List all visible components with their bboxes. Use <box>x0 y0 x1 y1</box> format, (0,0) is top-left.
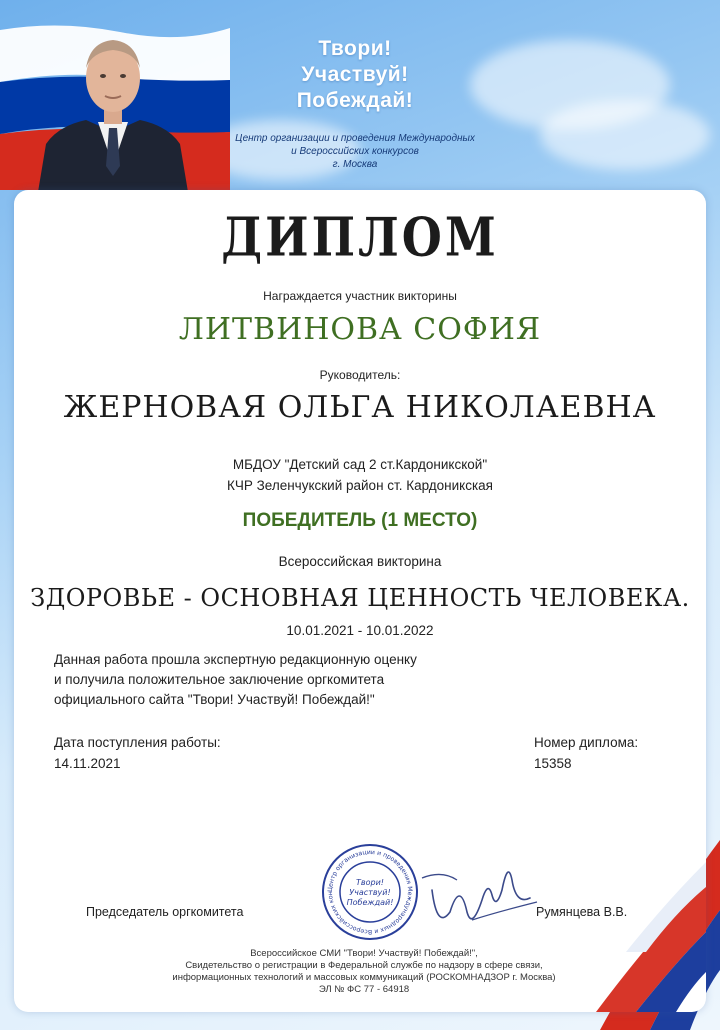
slogan-line: Побеждай! <box>296 89 414 112</box>
awarded-label: Награждается участник викторины <box>263 289 457 303</box>
footer-line: Свидетельство о регистрации в Федеральной службе по надзору в сфере связи, <box>185 960 543 971</box>
seal-center-line: Побеждай! <box>346 898 394 907</box>
review-line: официального сайта "Твори! Участвуй! Побеждай!" <box>54 692 375 707</box>
diploma-number-label: Номер диплома: <box>534 735 639 750</box>
received-date: 14.11.2021 <box>54 756 121 771</box>
review-line: Данная работа прошла экспертную редакционную оценку <box>54 652 417 667</box>
review-text <box>54 650 514 710</box>
official-seal <box>320 842 420 942</box>
seal-center-line: Участвуй! <box>349 888 391 897</box>
institution-line: КЧР Зеленчукский район ст. Кардоникская <box>227 478 493 493</box>
footer-line: информационных технологий и массовых коммуникаций (РОСКОМНАДЗОР г. Москва) <box>172 972 556 983</box>
footer-line: Всероссийское СМИ "Твори! Участвуй! Побеждай!", <box>250 948 478 959</box>
received-date-label: Дата поступления работы: <box>54 735 221 750</box>
diploma-card <box>14 190 706 1012</box>
chairman-name: Румянцева В.В. <box>536 905 628 919</box>
footer-block <box>154 948 574 996</box>
center-name-line: и Всероссийских конкурсов <box>291 146 419 157</box>
diploma-number: 15358 <box>534 756 572 771</box>
cloud-decoration <box>540 100 710 170</box>
contest-name: ЗДОРОВЬЕ - ОСНОВНАЯ ЦЕННОСТЬ ЧЕЛОВЕКА. <box>30 584 690 612</box>
participant-name: ЛИТВИНОВА СОФИЯ <box>178 312 542 347</box>
tricolor-ribbon <box>566 862 706 1012</box>
center-name-line: Центр организации и проведения Международных <box>235 133 475 144</box>
slogan-line: Твори! <box>318 37 392 60</box>
institution-line: МБДОУ "Детский сад 2 ст.Кардоникской" <box>232 457 488 472</box>
chairman-label: Председатель оргкомитета <box>86 905 244 919</box>
center-name-line: г. Москва <box>332 159 378 170</box>
result-title: ПОБЕДИТЕЛЬ (1 МЕСТО) <box>242 510 478 531</box>
seal-center-line: Твори! <box>356 878 384 887</box>
slogan-line: Участвуй! <box>301 63 409 86</box>
supervisor-label: Руководитель: <box>319 368 401 382</box>
footer-line: ЭЛ № ФС 77 - 64918 <box>318 984 410 995</box>
header-block <box>205 36 505 171</box>
supervisor-name: ЖЕРНОВАЯ ОЛЬГА НИКОЛАЕВНА <box>63 390 657 425</box>
seal-ring-text: Центр организации и проведения Международных и Всероссийских кон <box>326 848 414 935</box>
contest-period: 10.01.2021 - 10.01.2022 <box>286 623 434 638</box>
contest-type: Всероссийская викторина <box>278 554 442 569</box>
signature <box>412 850 542 940</box>
diploma-title: ДИПЛОМ <box>221 205 499 269</box>
portrait-image <box>38 16 188 192</box>
review-line: и получила положительное заключение оргкомитета <box>54 672 385 687</box>
